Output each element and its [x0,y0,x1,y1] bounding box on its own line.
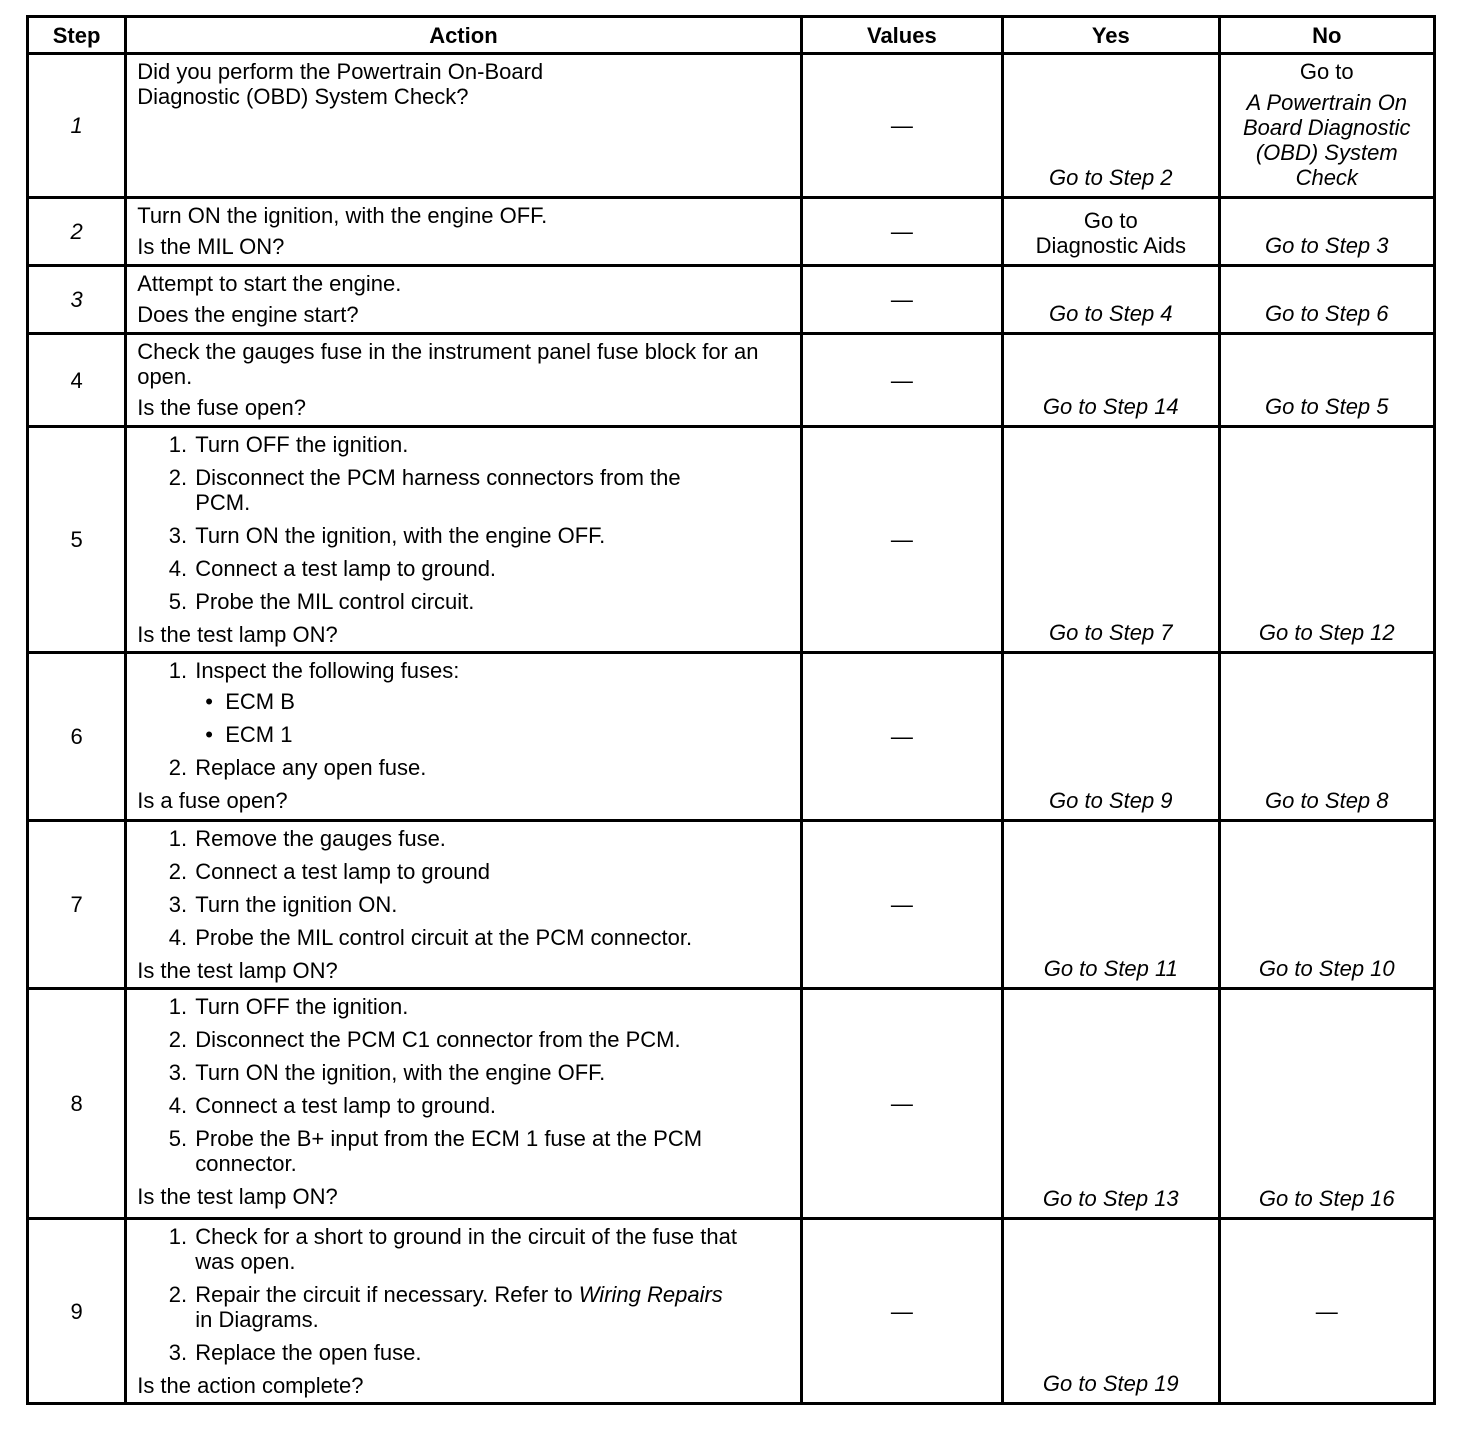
table-row [28,266,1435,334]
values-cell [801,653,1002,821]
yes-cell [1003,427,1219,653]
step-number: 5 [28,427,126,653]
sub-item: • ECM 1 [203,722,789,747]
values-text: — [890,724,913,749]
values-cell [801,427,1002,653]
action-cell [126,989,801,1219]
header-action: Action [126,17,801,54]
values-text: — [890,287,913,312]
step-number: 2 [28,198,126,266]
yes-cell [1003,653,1219,821]
list-item: 1. Remove the gauges fuse. [193,826,789,851]
step-number: 6 [28,653,126,821]
list-item: 1. Turn OFF the ignition. [193,994,789,1019]
list-item: 2. Connect a test lamp to ground [193,859,789,884]
yes-cell [1003,821,1219,989]
list-item-text: Inspect the following fuses: [195,658,460,683]
no-cell [1219,198,1434,266]
no-goto: Go to Step 10 [1258,956,1395,981]
yes-cell [1003,266,1219,334]
action-list [137,1224,789,1365]
yes-cell [1003,334,1219,427]
action-cell [126,427,801,653]
step-number: 8 [28,989,126,1219]
wiring-repairs-ref: Wiring Repairs [578,1282,723,1307]
values-cell [801,266,1002,334]
action-question: Is the test lamp ON? [137,622,338,647]
list-item: 4. Probe the MIL control circuit at the PCM connector. [193,925,789,950]
action-list [137,826,789,950]
list-item: 5. Probe the B+ input from the ECM 1 fuse at the PCM connector. [193,1126,785,1176]
table-row [28,334,1435,427]
list-item [193,1282,735,1332]
no-goto: Go to Step 8 [1264,788,1389,813]
table-row [28,198,1435,266]
action-list [137,658,789,780]
list-item: 1. Check for a short to ground in the circuit of the fuse that was open. [193,1224,775,1274]
action-text: Turn ON the ignition, with the engine OFF. [137,203,548,228]
no-cell [1219,653,1434,821]
step-number: 4 [28,334,126,427]
values-cell [801,54,1002,198]
list-item: 3. Turn ON the ignition, with the engine OFF. [193,1060,789,1085]
yes-cell [1003,989,1219,1219]
values-text: — [890,219,913,244]
yes-goto: Go to Step 19 [1042,1371,1179,1396]
action-list [137,994,789,1176]
list-item: 2. Disconnect the PCM C1 connector from the PCM. [193,1027,789,1052]
action-question: Is the test lamp ON? [137,1184,338,1209]
step-number: 7 [28,821,126,989]
action-text: Did you perform the Powertrain On-Board Diagnostic (OBD) System Check? [137,59,544,109]
yes-cell [1003,1219,1219,1404]
values-text: — [890,527,913,552]
yes-goto: Go to Step 14 [1042,394,1179,419]
values-cell [801,821,1002,989]
header-yes: Yes [1003,17,1219,54]
no-goto: Go to Step 12 [1258,620,1395,645]
yes-goto-link: Diagnostic Aids [1035,233,1186,258]
list-item: 1. Turn OFF the ignition. [193,432,789,457]
action-text: Check the gauges fuse in the instrument panel fuse block for an open. [137,339,759,389]
list-item: 3. Turn ON the ignition, with the engine OFF. [193,523,789,548]
no-goto-prefix: Go to [1299,59,1354,84]
no-cell [1219,1219,1434,1404]
no-cell [1219,334,1434,427]
no-goto: Go to Step 16 [1258,1186,1395,1211]
list-item: 2. Disconnect the PCM harness connectors from the PCM. [193,465,715,515]
no-goto: Go to Step 3 [1264,233,1389,258]
no-cell [1219,54,1434,198]
no-goto: Go to Step 5 [1264,394,1389,419]
no-text: — [1315,1298,1338,1324]
action-cell [126,1219,801,1404]
step-number: 1 [28,54,126,198]
header-no: No [1219,17,1434,54]
action-cell [126,54,801,198]
no-cell [1219,427,1434,653]
yes-goto: Go to Step 13 [1042,1186,1179,1211]
action-text: Attempt to start the engine. [137,271,402,296]
yes-goto: Go to Step 2 [1049,165,1173,190]
list-item: 5. Probe the MIL control circuit. [193,589,789,614]
header-values: Values [801,17,1002,54]
action-cell [126,334,801,427]
list-item: 4. Connect a test lamp to ground. [193,1093,789,1118]
values-text: — [890,113,913,138]
action-cell [126,266,801,334]
action-question: Is the test lamp ON? [137,958,338,983]
list-item: 4. Connect a test lamp to ground. [193,556,789,581]
action-question: Is the MIL ON? [137,234,285,259]
table-row [28,54,1435,198]
action-question: Is the fuse open? [137,395,306,420]
action-cell [126,821,801,989]
list-item: 2. Replace any open fuse. [193,755,789,780]
list-item-text: Repair the circuit if necessary. Refer to [195,1282,573,1307]
table-row [28,427,1435,653]
action-cell [126,198,801,266]
list-item: 3. Replace the open fuse. [193,1340,789,1365]
values-cell [801,989,1002,1219]
values-cell [801,334,1002,427]
list-item [193,658,789,747]
no-cell [1219,821,1434,989]
values-text: — [890,892,913,917]
header-step: Step [28,17,126,54]
table-row [28,653,1435,821]
action-list [137,432,789,614]
action-question: Is a fuse open? [137,788,288,813]
step-number: 3 [28,266,126,334]
list-item-suffix: in Diagrams. [195,1307,319,1332]
step-number: 9 [28,1219,126,1404]
no-goto-link: A Powertrain On Board Diagnostic (OBD) System Check [1242,90,1411,190]
list-item: 3. Turn the ignition ON. [193,892,789,917]
yes-cell [1003,198,1219,266]
values-cell [801,1219,1002,1404]
action-question: Does the engine start? [137,302,359,327]
sub-item: • ECM B [203,689,789,714]
table-row [28,1219,1435,1404]
yes-goto: Go to Step 4 [1049,301,1173,326]
yes-goto-prefix: Go to [1083,208,1138,233]
fuse-sublist [195,689,789,747]
yes-goto: Go to Step 7 [1049,620,1173,645]
yes-goto: Go to Step 9 [1049,788,1173,813]
action-question: Is the action complete? [137,1373,364,1398]
action-cell [126,653,801,821]
no-cell [1219,266,1434,334]
table-row [28,821,1435,989]
yes-cell [1003,54,1219,198]
no-goto: Go to Step 6 [1264,301,1389,326]
table-row [28,989,1435,1219]
header-row [28,17,1435,54]
values-text: — [890,367,913,393]
values-text: — [890,1298,913,1324]
diagnostic-table [26,15,1436,1405]
values-text: — [890,1091,913,1116]
yes-goto: Go to Step 11 [1043,956,1178,981]
no-cell [1219,989,1434,1219]
values-cell [801,198,1002,266]
